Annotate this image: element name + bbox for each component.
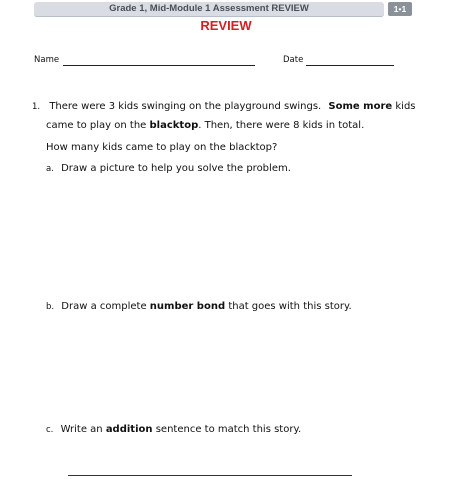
part-b-marker: b. (46, 302, 55, 312)
part-a (46, 162, 291, 176)
name-field[interactable] (63, 65, 255, 66)
name-label: Name (34, 55, 60, 65)
assessment-title: Grade 1, Mid-Module 1 Assessment REVIEW (109, 3, 309, 14)
part-b-text-b: number bond (149, 301, 226, 312)
problem-text-1b: Some more (328, 101, 393, 112)
part-c (46, 423, 301, 437)
part-b-text-a: Draw a complete (61, 301, 147, 312)
addition-sentence-answer-line[interactable] (68, 475, 352, 476)
part-a-marker: a. (46, 164, 54, 174)
grade-module-badge: 1•1 (388, 2, 412, 16)
problem-line-2 (46, 119, 364, 133)
date-field[interactable] (306, 65, 394, 66)
problem-line-1 (32, 100, 416, 114)
problem-number: 1. (32, 102, 41, 112)
part-c-marker: c. (46, 425, 54, 435)
problem-text-1c: kids (395, 101, 416, 112)
problem-text-2b: blacktop (149, 120, 199, 131)
part-c-text-b: addition (105, 424, 153, 435)
problem-question: How many kids came to play on the blacktop? (46, 142, 278, 153)
part-b-text-c: that goes with this story. (228, 301, 352, 312)
problem-text-2a: came to play on the (46, 120, 147, 131)
problem-text-2c: . Then, there were 8 kids in total. (198, 120, 365, 131)
part-c-text-c: sentence to match this story. (155, 424, 302, 435)
part-b (46, 300, 352, 314)
review-heading: REVIEW (200, 18, 252, 33)
problem-text-1a: There were 3 kids swinging on the playground swings. (49, 101, 322, 112)
date-label: Date (283, 55, 304, 65)
header-bar (34, 2, 384, 17)
part-c-text-a: Write an (60, 424, 103, 435)
part-a-text: Draw a picture to help you solve the problem. (61, 163, 291, 174)
